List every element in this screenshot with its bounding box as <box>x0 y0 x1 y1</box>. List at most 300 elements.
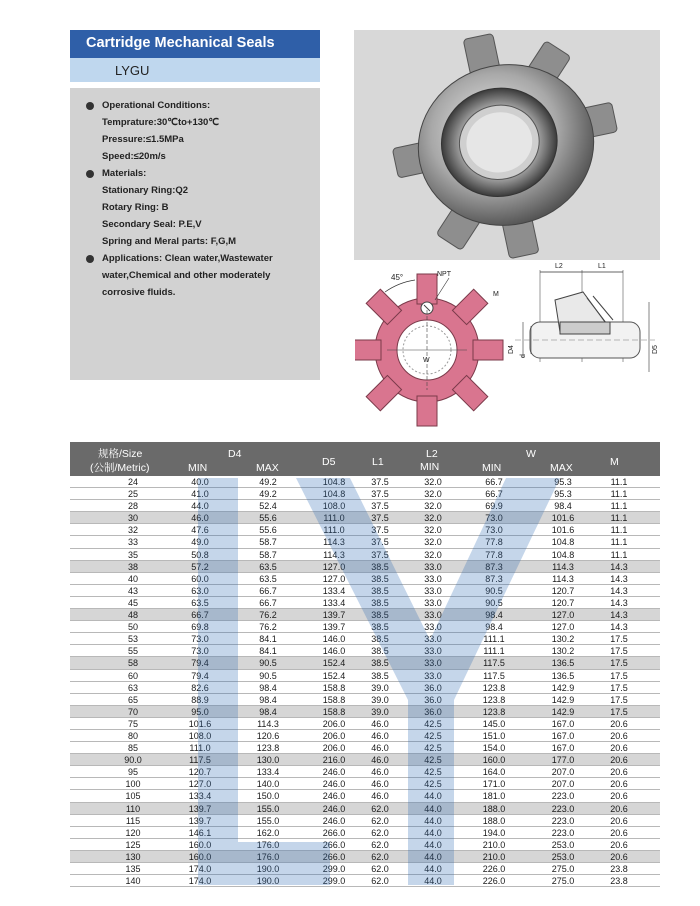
table-cell: 246.0 <box>322 791 346 802</box>
table-cell: 14.3 <box>610 597 628 608</box>
table-cell: 38.5 <box>371 670 389 681</box>
table-cell: 299.0 <box>322 864 346 874</box>
table-cell: 177.0 <box>551 755 575 766</box>
table-cell: 111.1 <box>483 634 505 645</box>
table-cell: 90.5 <box>485 597 503 608</box>
table-cell: 151.0 <box>482 730 506 741</box>
table-cell: 167.0 <box>551 718 575 729</box>
table-cell: 123.8 <box>256 743 280 754</box>
table-cell: 95.3 <box>554 489 572 500</box>
table-row <box>70 766 660 778</box>
table-cell: 11.1 <box>610 477 628 487</box>
table-cell: 11.1 <box>610 525 628 536</box>
spec-applications-cont: water,Chemical and other moderately <box>102 270 271 281</box>
table-cell: 87.3 <box>485 561 503 572</box>
table-cell: 275.0 <box>551 876 575 887</box>
table-row <box>70 536 660 548</box>
table-cell: 146.0 <box>322 634 346 645</box>
table-cell: 11.1 <box>610 537 628 548</box>
table-cell: 76.2 <box>259 610 277 621</box>
table-cell: 299.0 <box>322 876 346 887</box>
m-label: M <box>493 291 499 298</box>
table-cell: 130 <box>125 851 141 862</box>
table-cell: 45 <box>127 597 138 608</box>
table-cell: 33.0 <box>424 658 442 669</box>
table-cell: 46.0 <box>371 755 389 766</box>
title-bar <box>70 30 320 58</box>
table-cell: 33.0 <box>424 561 442 572</box>
table-cell: 42.5 <box>424 718 442 729</box>
table-cell: 146.0 <box>322 646 346 657</box>
header-w-min: MIN <box>482 462 502 474</box>
table-cell: 123.8 <box>482 682 506 693</box>
table-cell: 14.3 <box>610 622 628 633</box>
table-cell: 42.5 <box>424 779 442 790</box>
table-cell: 38.5 <box>371 634 389 645</box>
table-cell: 104.8 <box>551 549 575 560</box>
table-cell: 160.0 <box>482 755 506 766</box>
table-cell: 55 <box>127 646 138 657</box>
table-cell: 33.0 <box>424 622 442 633</box>
table-cell: 66.7 <box>191 610 209 621</box>
table-cell: 95.0 <box>191 706 209 717</box>
table-cell: 55.6 <box>259 513 277 524</box>
table-cell: 171.0 <box>482 779 506 790</box>
table-cell: 114.3 <box>323 537 345 548</box>
table-cell: 223.0 <box>551 827 575 838</box>
table-cell: 73.0 <box>485 513 503 524</box>
table-cell: 66.7 <box>259 585 277 596</box>
bullet-icon <box>86 255 94 263</box>
table-cell: 194.0 <box>482 827 506 838</box>
table-cell: 50 <box>127 622 138 633</box>
table-row <box>70 621 660 633</box>
table-cell: 136.5 <box>551 670 575 681</box>
table-cell: 63.5 <box>191 597 209 608</box>
table-cell: 139.7 <box>322 610 346 621</box>
table-cell: 33.0 <box>424 610 442 621</box>
table-row <box>70 573 660 585</box>
table-cell: 62.0 <box>371 827 389 838</box>
table-cell: 62.0 <box>371 803 389 814</box>
table-cell: 223.0 <box>551 791 575 802</box>
spec-secondary-seal: Secondary Seal: P.E,V <box>102 219 202 230</box>
table-row <box>70 803 660 815</box>
table-cell: 155.0 <box>256 815 280 826</box>
header-size: 规格/Size <box>98 448 143 460</box>
table-cell: 52.4 <box>259 501 277 512</box>
table-cell: 62.0 <box>371 815 389 826</box>
table-cell: 63 <box>127 682 138 693</box>
table-cell: 62.0 <box>371 876 389 887</box>
table-cell: 90.5 <box>485 585 503 596</box>
table-cell: 37.5 <box>371 549 389 560</box>
table-cell: 73.0 <box>485 525 503 536</box>
table-cell: 20.6 <box>610 839 628 850</box>
table-cell: 123.8 <box>482 706 506 717</box>
table-cell: 40 <box>127 573 138 584</box>
table-cell: 154.0 <box>482 743 506 754</box>
spec-speed: Speed:≤20m/s <box>102 151 166 162</box>
table-cell: 11.1 <box>610 549 628 560</box>
table-row <box>70 549 660 561</box>
table-cell: 17.5 <box>610 682 628 693</box>
table-cell: 120.7 <box>188 767 212 778</box>
table-cell: 253.0 <box>551 851 575 862</box>
table-cell: 162.0 <box>256 827 280 838</box>
table-row <box>70 682 660 694</box>
table-cell: 32.0 <box>424 477 442 487</box>
table-cell: 101.6 <box>188 718 212 729</box>
table-cell: 120 <box>125 827 141 838</box>
table-cell: 164.0 <box>482 767 506 778</box>
table-cell: 73.0 <box>191 646 209 657</box>
table-cell: 246.0 <box>322 803 346 814</box>
table-cell: 41.0 <box>191 489 209 500</box>
page-title: Cartridge Mechanical Seals <box>86 35 275 51</box>
table-row <box>70 694 660 706</box>
table-cell: 223.0 <box>551 803 575 814</box>
table-cell: 160.0 <box>188 851 212 862</box>
table-cell: 20.6 <box>610 851 628 862</box>
table-cell: 223.0 <box>551 815 575 826</box>
table-cell: 33.0 <box>424 573 442 584</box>
table-cell: 44.0 <box>424 864 442 874</box>
table-cell: 60 <box>127 670 138 681</box>
table-row <box>70 827 660 839</box>
spec-rotary-ring: Rotary Ring: B <box>102 202 169 213</box>
d5-label: D5 <box>652 345 659 354</box>
table-cell: 38 <box>127 561 138 572</box>
table-cell: 44.0 <box>424 827 442 838</box>
technical-drawing <box>355 262 660 432</box>
table-row <box>70 863 660 875</box>
table-cell: 58 <box>127 658 138 669</box>
table-cell: 11.1 <box>610 501 628 512</box>
table-cell: 14.3 <box>610 573 628 584</box>
table-cell: 152.4 <box>322 658 346 669</box>
table-cell: 58.7 <box>259 537 277 548</box>
table-cell: 48 <box>127 610 138 621</box>
table-cell: 110 <box>125 803 141 814</box>
table-cell: 36.0 <box>424 706 442 717</box>
table-cell: 127.0 <box>551 610 575 621</box>
table-cell: 206.0 <box>322 730 346 741</box>
table-cell: 66.7 <box>485 477 503 487</box>
table-row <box>70 476 660 488</box>
table-cell: 216.0 <box>322 755 346 766</box>
table-cell: 266.0 <box>322 827 346 838</box>
table-cell: 77.8 <box>485 549 503 560</box>
table-cell: 20.6 <box>610 827 628 838</box>
table-cell: 79.4 <box>191 658 209 669</box>
table-cell: 117.5 <box>189 755 211 766</box>
d4-label: D4 <box>508 345 515 354</box>
model-label: LYGU <box>115 63 150 78</box>
header-m: M <box>610 456 619 468</box>
table-cell: 105 <box>125 791 141 802</box>
table-cell: 38.5 <box>371 646 389 657</box>
table-cell: 174.0 <box>188 864 212 874</box>
section-view <box>515 270 655 372</box>
table-cell: 65 <box>127 694 138 705</box>
spec-heading-operational: Operational Conditions: <box>102 100 211 111</box>
table-cell: 176.0 <box>256 851 280 862</box>
table-cell: 36.0 <box>424 682 442 693</box>
table-cell: 167.0 <box>551 730 575 741</box>
npt-label: NPT <box>437 271 451 278</box>
table-cell: 69.8 <box>191 622 209 633</box>
product-photo <box>354 30 660 260</box>
table-cell: 210.0 <box>482 851 506 862</box>
table-cell: 44.0 <box>424 851 442 862</box>
table-cell: 47.6 <box>191 525 209 536</box>
table-cell: 90.5 <box>259 670 277 681</box>
table-cell: 33.0 <box>424 646 442 657</box>
spec-pressure: Pressure:≤1.5MPa <box>102 134 184 145</box>
table-cell: 46.0 <box>371 730 389 741</box>
spec-heading-materials: Materials: <box>102 168 147 179</box>
table-cell: 20.6 <box>610 767 628 778</box>
table-cell: 160.0 <box>188 839 212 850</box>
table-cell: 140.0 <box>256 779 280 790</box>
table-cell: 14.3 <box>610 610 628 621</box>
table-cell: 32.0 <box>424 501 442 512</box>
table-cell: 114.3 <box>552 573 574 584</box>
table-row <box>70 488 660 500</box>
table-cell: 100 <box>125 779 141 790</box>
table-cell: 108.0 <box>322 501 346 512</box>
table-cell: 14.3 <box>610 561 628 572</box>
table-row <box>70 839 660 851</box>
table-row <box>70 718 660 730</box>
header-l1: L1 <box>372 456 384 468</box>
table-cell: 46.0 <box>371 718 389 729</box>
table-cell: 139.7 <box>188 803 212 814</box>
l2-label: L2 <box>555 263 563 270</box>
table-cell: 32.0 <box>424 537 442 548</box>
table-cell: 246.0 <box>322 815 346 826</box>
table-row <box>70 742 660 754</box>
table-cell: 20.6 <box>610 743 628 754</box>
table-row <box>70 754 660 766</box>
header-w-max: MAX <box>550 462 573 474</box>
table-cell: 123.8 <box>482 694 506 705</box>
table-row <box>70 609 660 621</box>
table-cell: 98.4 <box>485 610 503 621</box>
table-cell: 115 <box>125 815 141 826</box>
table-cell: 98.4 <box>259 694 277 705</box>
table-cell: 158.8 <box>322 706 346 717</box>
table-cell: 69.9 <box>485 501 503 512</box>
table-cell: 120.7 <box>551 585 575 596</box>
table-cell: 33.0 <box>424 670 442 681</box>
table-row <box>70 730 660 742</box>
table-cell: 188.0 <box>482 815 506 826</box>
table-cell: 127.0 <box>188 779 212 790</box>
table-row <box>70 561 660 573</box>
table-cell: 104.8 <box>322 489 346 500</box>
table-cell: 85 <box>127 743 138 754</box>
header-d4-max: MAX <box>256 462 279 474</box>
table-cell: 139.7 <box>188 815 212 826</box>
table-cell: 39.0 <box>371 682 389 693</box>
table-cell: 133.4 <box>322 585 346 596</box>
table-cell: 33.0 <box>424 585 442 596</box>
table-cell: 20.6 <box>610 779 628 790</box>
table-cell: 142.9 <box>551 694 575 705</box>
header-l2-min: MIN <box>420 461 440 473</box>
table-cell: 63.5 <box>259 573 277 584</box>
table-cell: 101.6 <box>551 513 575 524</box>
table-cell: 44.0 <box>424 791 442 802</box>
table-cell: 55.6 <box>259 525 277 536</box>
table-cell: 95 <box>127 767 138 778</box>
table-cell: 66.7 <box>259 597 277 608</box>
table-cell: 181.0 <box>482 791 506 802</box>
table-cell: 32.0 <box>424 549 442 560</box>
header-l2: L2 <box>426 448 438 460</box>
table-cell: 23.8 <box>610 864 628 874</box>
table-cell: 210.0 <box>482 839 506 850</box>
model-bar <box>70 58 320 82</box>
table-cell: 49.0 <box>191 537 209 548</box>
spec-spring-parts: Spring and Meral parts: F,G,M <box>102 236 237 247</box>
table-cell: 37.5 <box>371 537 389 548</box>
w-label: W <box>423 357 430 364</box>
table-cell: 44.0 <box>191 501 209 512</box>
table-row <box>70 790 660 802</box>
header-d4: D4 <box>228 448 242 460</box>
table-cell: 46.0 <box>371 791 389 802</box>
table-cell: 117.5 <box>483 670 505 681</box>
table-cell: 82.6 <box>191 682 209 693</box>
table-cell: 17.5 <box>610 646 628 657</box>
table-cell: 207.0 <box>551 767 575 778</box>
l1-label: L1 <box>598 263 606 270</box>
table-cell: 42.5 <box>424 743 442 754</box>
table-cell: 42.5 <box>424 730 442 741</box>
table-cell: 24 <box>127 477 138 487</box>
table-cell: 88.9 <box>191 694 209 705</box>
table-cell: 111.1 <box>483 646 505 657</box>
table-cell: 136.5 <box>551 658 575 669</box>
table-row <box>70 706 660 718</box>
header-d4-min: MIN <box>188 462 208 474</box>
table-cell: 120.6 <box>256 730 280 741</box>
table-cell: 49.2 <box>259 477 277 487</box>
table-cell: 133.4 <box>256 767 280 778</box>
table-cell: 87.3 <box>485 573 503 584</box>
table-cell: 37.5 <box>371 501 389 512</box>
table-cell: 36.0 <box>424 694 442 705</box>
table-cell: 42.5 <box>424 767 442 778</box>
table-cell: 37.5 <box>371 477 389 487</box>
table-row <box>70 524 660 536</box>
table-cell: 133.4 <box>322 597 346 608</box>
table-cell: 206.0 <box>322 743 346 754</box>
spec-stationary-ring: Stationary Ring:Q2 <box>102 185 189 196</box>
table-cell: 84.1 <box>259 646 277 657</box>
table-cell: 104.8 <box>322 477 346 487</box>
table-cell: 17.5 <box>610 694 628 705</box>
table-cell: 20.6 <box>610 815 628 826</box>
table-cell: 90.0 <box>124 755 142 766</box>
table-row <box>70 500 660 512</box>
spec-applications: Applications: Clean water,Wastewater <box>102 253 273 264</box>
table-cell: 42.5 <box>424 755 442 766</box>
table-cell: 188.0 <box>482 803 506 814</box>
table-cell: 32.0 <box>424 489 442 500</box>
table-cell: 130.2 <box>551 646 575 657</box>
table-row <box>70 512 660 524</box>
table-cell: 76.2 <box>259 622 277 633</box>
table-row <box>70 875 660 887</box>
table-cell: 46.0 <box>191 513 209 524</box>
table-cell: 23.8 <box>610 876 628 887</box>
table-cell: 38.5 <box>371 585 389 596</box>
table-cell: 20.6 <box>610 730 628 741</box>
table-cell: 39.0 <box>371 694 389 705</box>
table-cell: 77.8 <box>485 537 503 548</box>
table-cell: 167.0 <box>551 743 575 754</box>
table-cell: 39.0 <box>371 706 389 717</box>
table-cell: 207.0 <box>551 779 575 790</box>
table-cell: 46.0 <box>371 743 389 754</box>
table-cell: 43 <box>127 585 138 596</box>
table-cell: 58.7 <box>259 549 277 560</box>
table-body <box>70 476 660 887</box>
table-cell: 95.3 <box>554 477 572 487</box>
table-row <box>70 645 660 657</box>
table-cell: 111.0 <box>323 525 345 536</box>
table-cell: 11.1 <box>610 513 628 524</box>
table-cell: 104.8 <box>551 537 575 548</box>
table-cell: 62.0 <box>371 864 389 874</box>
seal-photo-image <box>354 30 660 260</box>
table-cell: 117.5 <box>483 658 505 669</box>
table-cell: 190.0 <box>256 876 280 887</box>
table-cell: 84.1 <box>259 634 277 645</box>
table-cell: 108.0 <box>188 730 212 741</box>
table-cell: 46.0 <box>371 767 389 778</box>
table-cell: 63.5 <box>259 561 277 572</box>
table-cell: 37.5 <box>371 513 389 524</box>
table-cell: 53 <box>127 634 138 645</box>
spec-applications-cont2: corrosive fluids. <box>102 287 176 298</box>
table-cell: 98.4 <box>259 682 277 693</box>
table-cell: 63.0 <box>191 585 209 596</box>
header-size-sub: (公制/Metric) <box>90 462 150 474</box>
table-cell: 155.0 <box>256 803 280 814</box>
d-label: d <box>520 354 527 358</box>
table-cell: 246.0 <box>322 767 346 778</box>
table-cell: 139.7 <box>322 622 346 633</box>
table-row <box>70 670 660 682</box>
table-cell: 25 <box>127 489 138 500</box>
table-cell: 79.4 <box>191 670 209 681</box>
table-cell: 150.0 <box>256 791 280 802</box>
table-cell: 38.5 <box>371 597 389 608</box>
table-cell: 130.2 <box>551 634 575 645</box>
table-cell: 28 <box>127 501 138 512</box>
table-cell: 146.1 <box>188 827 212 838</box>
table-cell: 33 <box>127 537 138 548</box>
table-cell: 44.0 <box>424 815 442 826</box>
header-w: W <box>526 448 536 460</box>
table-cell: 37.5 <box>371 525 389 536</box>
table-cell: 98.4 <box>485 622 503 633</box>
